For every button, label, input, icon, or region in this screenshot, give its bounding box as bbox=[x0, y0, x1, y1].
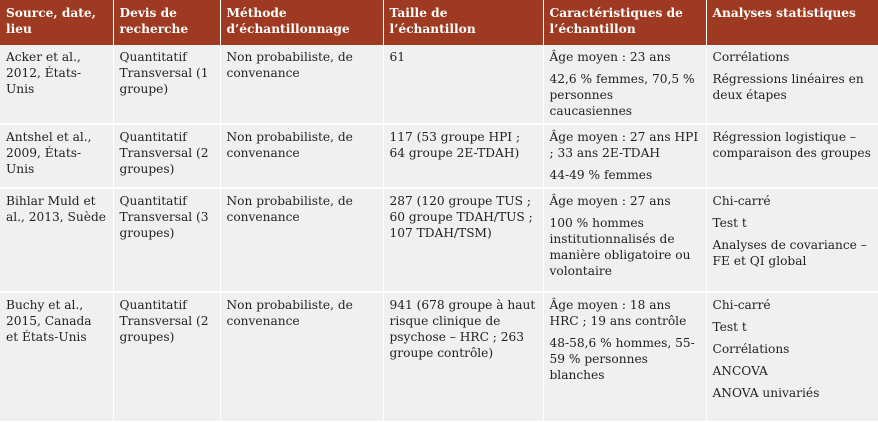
analyse-line: Test t bbox=[712, 216, 747, 230]
cell-taille: 941 (678 groupe à haut risque clinique de psychose – HRC ; 263 groupe contrôle) bbox=[383, 292, 543, 421]
caracteristique-line: Âge moyen : 27 ans HPI ; 33 ans 2E-TDAH bbox=[549, 130, 699, 160]
analyse-line: Chi-carré bbox=[712, 298, 771, 312]
cell-methode: Non probabiliste, de convenance bbox=[220, 188, 383, 292]
cell-taille: 117 (53 groupe HPI ; 64 groupe 2E-TDAH) bbox=[383, 124, 543, 188]
analyse-line: Corrélations bbox=[712, 342, 790, 356]
cell-caracteristiques bbox=[543, 188, 706, 292]
caracteristique-line: 42,6 % femmes, 70,5 % personnes caucasiennes bbox=[549, 72, 695, 118]
header-source: Source, date, lieu bbox=[6, 6, 96, 36]
header-taille: Taille de l’échantillon bbox=[383, 0, 543, 45]
caracteristique-line: Âge moyen : 27 ans bbox=[549, 194, 671, 208]
header-analyses: Analyses statistiques bbox=[706, 0, 878, 45]
cell-taille: 287 (120 groupe TUS ; 60 groupe TDAH/TUS ; 107 TDAH/TSM) bbox=[383, 188, 543, 292]
cell-taille: 61 bbox=[383, 45, 543, 124]
cell-caracteristiques bbox=[543, 124, 706, 188]
table-row bbox=[0, 45, 878, 124]
cell-devis: Quantitatif Transversal (3 groupes) bbox=[113, 188, 220, 292]
cell-caracteristiques bbox=[543, 292, 706, 421]
cell-analyses bbox=[706, 124, 878, 188]
analyse-line: Chi-carré bbox=[712, 194, 771, 208]
cell-analyses bbox=[706, 188, 878, 292]
analyse-line: Test t bbox=[712, 320, 747, 334]
cell-source: Antshel et al., 2009, États-Unis bbox=[0, 124, 113, 188]
analyse-line: ANCOVA bbox=[712, 364, 768, 378]
cell-analyses bbox=[706, 45, 878, 124]
analyse-line: Régression logistique – comparaison des groupes bbox=[712, 130, 871, 160]
analyse-line: Régressions linéaires en deux étapes bbox=[712, 72, 864, 102]
cell-methode: Non probabiliste, de convenance bbox=[220, 124, 383, 188]
cell-devis: Quantitatif Transversal (2 groupes) bbox=[113, 124, 220, 188]
header-caracteristiques: Caractéristiques de l’échantillon bbox=[543, 0, 706, 45]
cell-devis: Quantitatif Transversal (2 groupes) bbox=[113, 292, 220, 421]
caracteristique-line: 48-58,6 % hommes, 55-59 % personnes blanches bbox=[549, 336, 695, 382]
analyse-line: Analyses de covariance – FE et QI global bbox=[712, 238, 867, 268]
cell-source: Acker et al., 2012, États-Unis bbox=[6, 50, 82, 96]
table-row bbox=[0, 124, 878, 188]
caracteristique-line: Âge moyen : 23 ans bbox=[549, 50, 671, 64]
cell-methode: Non probabiliste, de convenance bbox=[220, 45, 383, 124]
cell-analyses bbox=[706, 292, 878, 421]
cell-source: Buchy et al., 2015, Canada et États-Unis bbox=[0, 292, 113, 421]
table-row bbox=[0, 188, 878, 292]
cell-caracteristiques bbox=[543, 45, 706, 124]
cell-devis: Quantitatif Transversal (1 groupe) bbox=[113, 45, 220, 124]
header-devis: Devis de recherche bbox=[113, 0, 220, 45]
analyse-line: ANOVA univariés bbox=[712, 386, 820, 400]
cell-source: Bihlar Muld et al., 2013, Suède bbox=[0, 188, 113, 292]
cell-methode: Non probabiliste, de convenance bbox=[220, 292, 383, 421]
caracteristique-line: 44-49 % femmes bbox=[549, 168, 653, 182]
analyse-line: Corrélations bbox=[712, 50, 790, 64]
header-methode: Méthode d’échantillonnage bbox=[220, 0, 383, 45]
caracteristique-line: 100 % hommes institutionnalisés de manière obligatoire ou volontaire bbox=[549, 216, 691, 278]
table-header-row bbox=[0, 0, 878, 45]
table-row bbox=[0, 292, 878, 421]
caracteristique-line: Âge moyen : 18 ans HRC ; 19 ans contrôle bbox=[549, 298, 687, 328]
